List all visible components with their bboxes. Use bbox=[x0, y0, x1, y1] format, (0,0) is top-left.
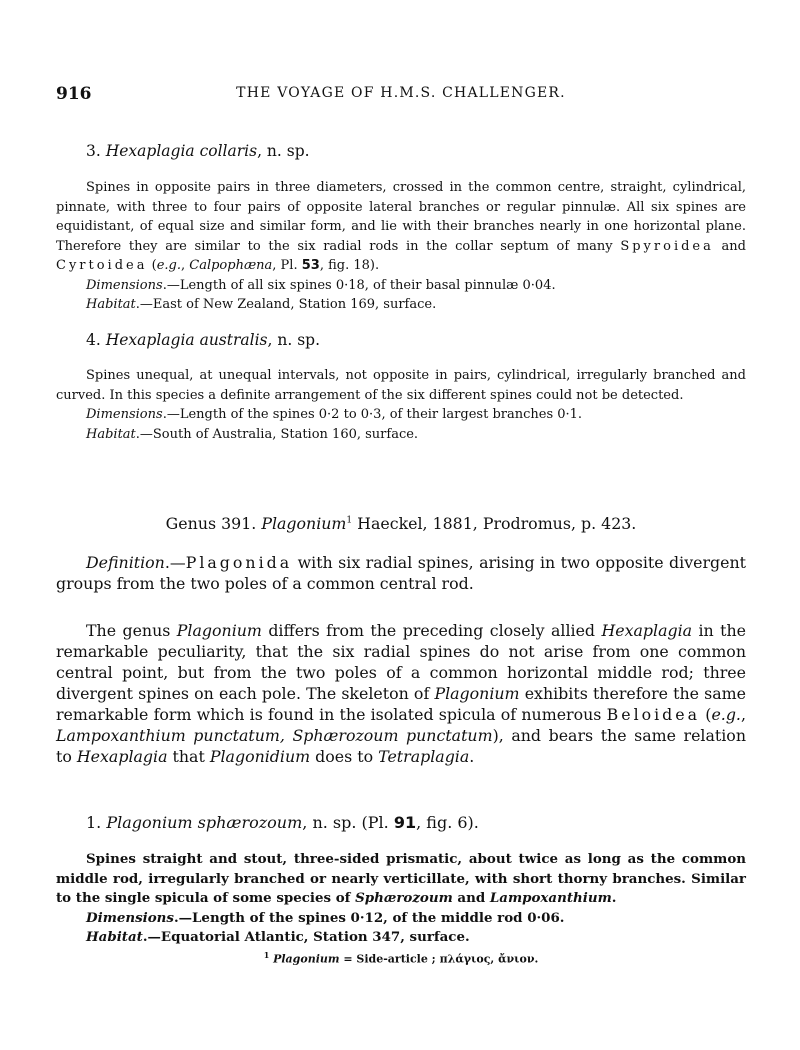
genus-heading: Genus 391. Plagonium$^1$ Haeckel, 1881, Prodromus, p. 423. bbox=[165, 514, 637, 533]
running-title: THE VOYAGE OF H.M.S. CHALLENGER. bbox=[236, 85, 566, 101]
species-3-body bbox=[56, 178, 746, 315]
species-1-name: Plagonium sphærozoum bbox=[106, 813, 303, 832]
species-1-description: Spines straight and stout, three-sided prismatic, about twice as long as the common middle rod, irregularly branched or nearly verticillate, with short thorny branches. Similar to the single spicula of some species of Sphærozoum and Lampoxanthium. bbox=[56, 851, 746, 906]
species-3-habitat: Habitat.—East of New Zealand, Station 169, surface. bbox=[86, 297, 437, 312]
species-4-body bbox=[56, 366, 746, 444]
genus-definition: Definition.—Plagonida with six radial spines, arising in two opposite divergent groups from the two poles of a common central rod. bbox=[56, 553, 746, 593]
species-4-heading: 4. Hexaplagia australis, n. sp. bbox=[86, 331, 321, 349]
species-4-name: Hexaplagia australis bbox=[105, 331, 268, 349]
plate-ref: 91 bbox=[393, 813, 417, 832]
species-3-name: Hexaplagia collaris bbox=[105, 142, 258, 160]
plate-ref: 53 bbox=[301, 258, 320, 273]
genus-discussion: The genus Plagonium differs from the preceding closely allied Hexaplagia in the remarkable peculiarity, that the six radial spines do not arise from one common central point, but from the two poles of a common horizontal middle rod; three divergent spines on each pole. The skeleton of Plagonium exhibits therefore the same remarkable form which is found in the isolated spicula of numerous Beloidea (e.g., Lampoxanthium punctatum, Sphærozoum punctatum), and bears the same relation to Hexaplagia that Plagonidium does to Tetraplagia. bbox=[56, 621, 746, 766]
footnote: $^1$ Plagonium = Side-article ; πλάγιος, ἄνιον. bbox=[263, 950, 539, 966]
species-3-description: Spines in opposite pairs in three diameters, crossed in the common centre, straight, cylindrical, pinnate, with three to four pairs of opposite lateral branches or regular pinnulæ. All six spines are equidistant, of equal size and similar form, and lie with their branches nearly in one horizontal plane. Therefore they are similar to the six radial rods in the collar septum of many Spyroidea and Cyrtoidea (e.g., Calpophæna, Pl. 53, fig. 18). bbox=[56, 180, 747, 273]
page-header bbox=[56, 84, 746, 106]
species-4-dimensions: Dimensions.—Length of the spines 0·2 to 0·3, of their largest branches 0·1. bbox=[86, 407, 583, 422]
footnote-mark: 1 bbox=[346, 515, 353, 526]
species-3-heading: 3. Hexaplagia collaris, n. sp. bbox=[86, 142, 310, 160]
species-1-body bbox=[56, 850, 746, 948]
species-1-habitat: Habitat.—Equatorial Atlantic, Station 347, surface. bbox=[86, 929, 470, 945]
species-4-habitat: Habitat.—South of Australia, Station 160, surface. bbox=[86, 426, 419, 442]
species-1-dimensions: Dimensions.—Length of the spines 0·12, of the middle rod 0·06. bbox=[86, 909, 565, 926]
species-4-description: Spines unequal, at unequal intervals, not opposite in pairs, cylindrical, irregularly branched and curved. In this species a definite arrangement of the six different spines could not be detected. bbox=[56, 368, 746, 403]
species-1-heading: 1. Plagonium sphærozoum, n. sp. (Pl. 91, fig. 6). bbox=[86, 813, 479, 832]
species-3-dimensions: Dimensions.—Length of all six spines 0·18, of their basal pinnulæ 0·04. bbox=[86, 277, 556, 293]
page-number: 916 bbox=[56, 84, 92, 104]
